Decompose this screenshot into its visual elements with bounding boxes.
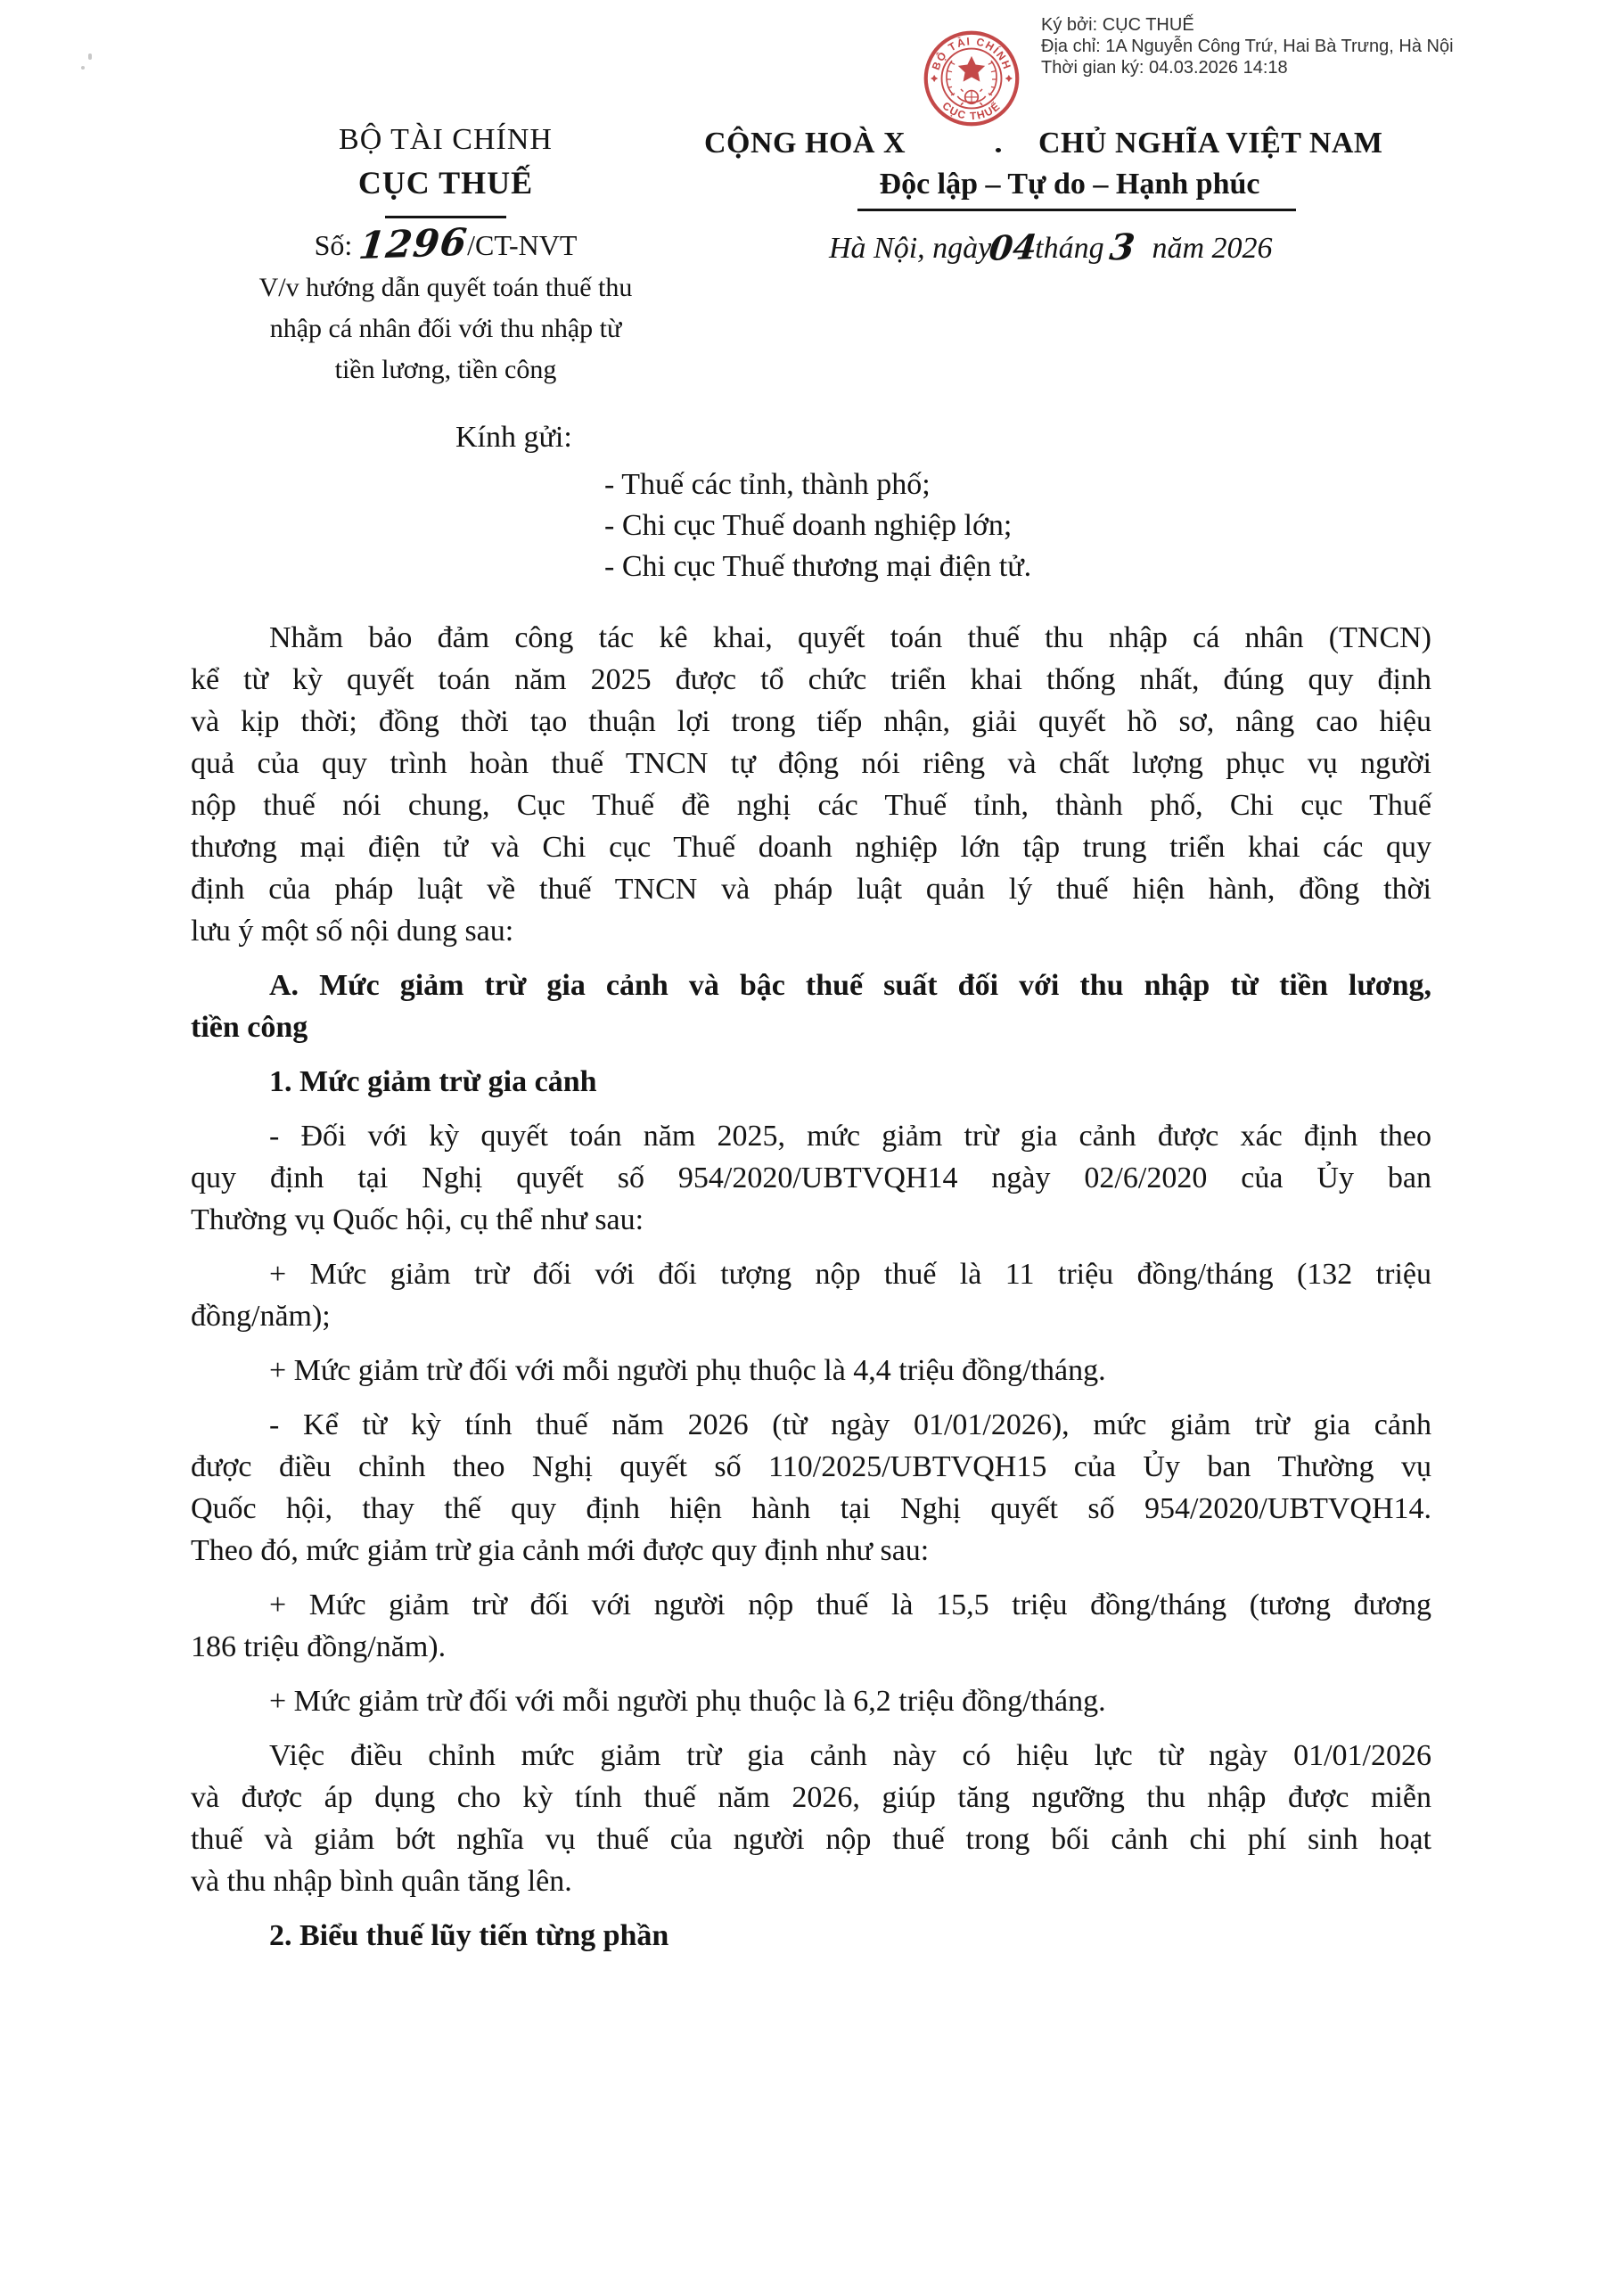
doc-number-suffix: /CT-NVT — [467, 229, 578, 261]
document-number — [223, 219, 668, 268]
subject-line: tiền lương, tiền công — [334, 355, 557, 384]
body-paragraph — [191, 1061, 1431, 1103]
seal-bottom-text: CỤC THUẾ — [939, 99, 1004, 123]
paragraph-line: quả của quy trình hoàn thuế TNCN tự động nói riêng và chất lượng phục vụ người — [191, 747, 1431, 780]
paragraph-line: Việc điều chỉnh mức giảm trừ gia cảnh này có hiệu lực từ ngày 01/01/2026 — [269, 1739, 1431, 1772]
covered-letter-fragment — [996, 148, 1001, 152]
scan-artifact — [88, 53, 92, 60]
paragraph-line: + Mức giảm trừ đối với người nộp thuế là 15,5 triệu đồng/tháng (tương đương — [269, 1588, 1431, 1621]
signature-signer: Ký bởi: CỤC THUẾ — [1041, 15, 1194, 35]
header-rule — [385, 216, 506, 218]
paragraph-line: định của pháp luật về thuế TNCN và pháp luật quản lý thuế hiện hành, đồng thời — [191, 873, 1431, 906]
paragraph-line: + Mức giảm trừ đối với đối tượng nộp thuế là 11 triệu đồng/tháng (132 triệu — [269, 1258, 1431, 1291]
independence-motto: Độc lập – Tự do – Hạnh phúc — [879, 168, 1260, 201]
signature-address: Địa chỉ: 1A Nguyễn Công Trứ, Hai Bà Trưng, Hà Nội — [1041, 37, 1454, 56]
header-left — [223, 123, 668, 390]
date-suffix: năm 2026 — [1152, 232, 1273, 265]
recipient-item: - Chi cục Thuế thương mại điện tử. — [604, 550, 1032, 583]
paragraph-line: và kịp thời; đồng thời tạo thuận lợi trong tiếp nhận, giải quyết hồ sơ, nâng cao hiệu — [191, 705, 1431, 738]
body-paragraph — [191, 1115, 1431, 1241]
paragraph-line: A. Mức giảm trừ gia cảnh và bậc thuế suất đối với thu nhập từ tiền lương, — [269, 969, 1431, 1002]
place-and-date — [829, 226, 1273, 269]
paragraph-line: nộp thuế nói chung, Cục Thuế đề nghị các Thuế tỉnh, thành phố, Chi cục Thuế — [191, 789, 1431, 822]
scan-artifact — [81, 66, 85, 70]
subject-line: nhập cá nhân đối với thu nhập từ — [269, 314, 622, 343]
paragraph-line: và được áp dụng cho kỳ tính thuế năm 2026, giúp tăng ngưỡng thu nhập được miễn — [191, 1781, 1431, 1814]
body-paragraph — [191, 617, 1431, 952]
body-paragraph — [191, 965, 1431, 1048]
signature-time: Thời gian ký: 04.03.2026 14:18 — [1041, 58, 1288, 78]
recipient-item: - Chi cục Thuế doanh nghiệp lớn; — [604, 509, 1013, 542]
seal-top-text: BỘ TÀI CHÍNH — [929, 35, 1014, 72]
paragraph-line: + Mức giảm trừ đối với mỗi người phụ thuộc là 4,4 triệu đồng/tháng. — [269, 1354, 1106, 1387]
recipients-list — [604, 464, 1031, 587]
paragraph-line: 186 triệu đồng/năm). — [191, 1630, 447, 1663]
paragraph-line: - Đối với kỳ quyết toán năm 2025, mức giảm trừ gia cảnh được xác định theo — [269, 1120, 1431, 1153]
body-paragraph — [191, 1253, 1431, 1337]
body-paragraph — [191, 1915, 1431, 1957]
document-subject — [223, 267, 668, 390]
date-day-handwritten: 04 — [987, 226, 1039, 268]
ministry-name: BỘ TÀI CHÍNH — [339, 123, 553, 156]
paragraph-line: quy định tại Nghị quyết số 954/2020/UBTVQH14 ngày 02/6/2020 của Ủy ban — [191, 1162, 1431, 1194]
paragraph-line: Thường vụ Quốc hội, cụ thể như sau: — [191, 1203, 644, 1236]
paragraph-line: 2. Biểu thuế lũy tiến từng phần — [269, 1919, 669, 1952]
document-body — [191, 617, 1431, 1969]
paragraph-line: 1. Mức giảm trừ gia cảnh — [269, 1065, 597, 1098]
paragraph-line: Theo đó, mức giảm trừ gia cảnh mới được quy định như sau: — [191, 1534, 930, 1567]
body-paragraph — [191, 1404, 1431, 1572]
paragraph-line: được điều chỉnh theo Nghị quyết số 110/2025/UBTVQH15 của Ủy ban Thường vụ — [191, 1450, 1431, 1483]
tax-department-seal-icon — [911, 18, 1032, 139]
date-prefix: Hà Nội, ngày — [829, 232, 992, 265]
paragraph-line: thuế và giảm bớt nghĩa vụ thuế của người nộp thuế trong bối cảnh chi phí sinh hoạt — [191, 1823, 1431, 1856]
motto-underline — [857, 209, 1296, 211]
paragraph-line: và thu nhập bình quân tăng lên. — [191, 1865, 572, 1898]
date-middle: tháng — [1035, 232, 1104, 265]
body-paragraph — [191, 1735, 1431, 1902]
date-month-handwritten: 3 — [1107, 226, 1137, 269]
digital-signature-info — [1041, 14, 1540, 78]
paragraph-line: tiền công — [191, 1011, 308, 1044]
doc-number-label: Số: — [314, 229, 353, 261]
body-paragraph — [191, 1584, 1431, 1668]
paragraph-line: thương mại điện tử và Chi cục Thuế doanh nghiệp lớn tập trung triển khai các quy — [191, 831, 1431, 864]
paragraph-line: kể từ kỳ quyết toán năm 2025 được tổ chức triển khai thống nhất, đúng quy định — [191, 663, 1431, 696]
body-paragraph — [191, 1350, 1431, 1391]
paragraph-line: lưu ý một số nội dung sau: — [191, 915, 514, 948]
recipients-label: Kính gửi: — [455, 421, 572, 454]
national-motto-right: CHỦ NGHĨA VIỆT NAM — [1038, 127, 1383, 160]
body-paragraph — [191, 1680, 1431, 1722]
paragraph-line: Nhằm bảo đảm công tác kê khai, quyết toán thuế thu nhập cá nhân (TNCN) — [269, 621, 1431, 654]
national-motto-left: CỘNG HOÀ X — [704, 127, 906, 160]
doc-number-handwritten: 1296 — [357, 219, 471, 268]
paragraph-line: đồng/năm); — [191, 1300, 331, 1333]
recipient-item: - Thuế các tỉnh, thành phố; — [604, 468, 931, 501]
department-name: CỤC THUẾ — [357, 165, 534, 201]
paragraph-line: + Mức giảm trừ đối với mỗi người phụ thuộc là 6,2 triệu đồng/tháng. — [269, 1685, 1106, 1718]
paragraph-line: - Kể từ kỳ tính thuế năm 2026 (từ ngày 01/01/2026), mức giảm trừ gia cảnh — [269, 1408, 1431, 1441]
paragraph-line: Quốc hội, thay thế quy định hiện hành tại Nghị quyết số 954/2020/UBTVQH14. — [191, 1492, 1431, 1525]
subject-line: V/v hướng dẫn quyết toán thuế thu — [258, 273, 633, 302]
